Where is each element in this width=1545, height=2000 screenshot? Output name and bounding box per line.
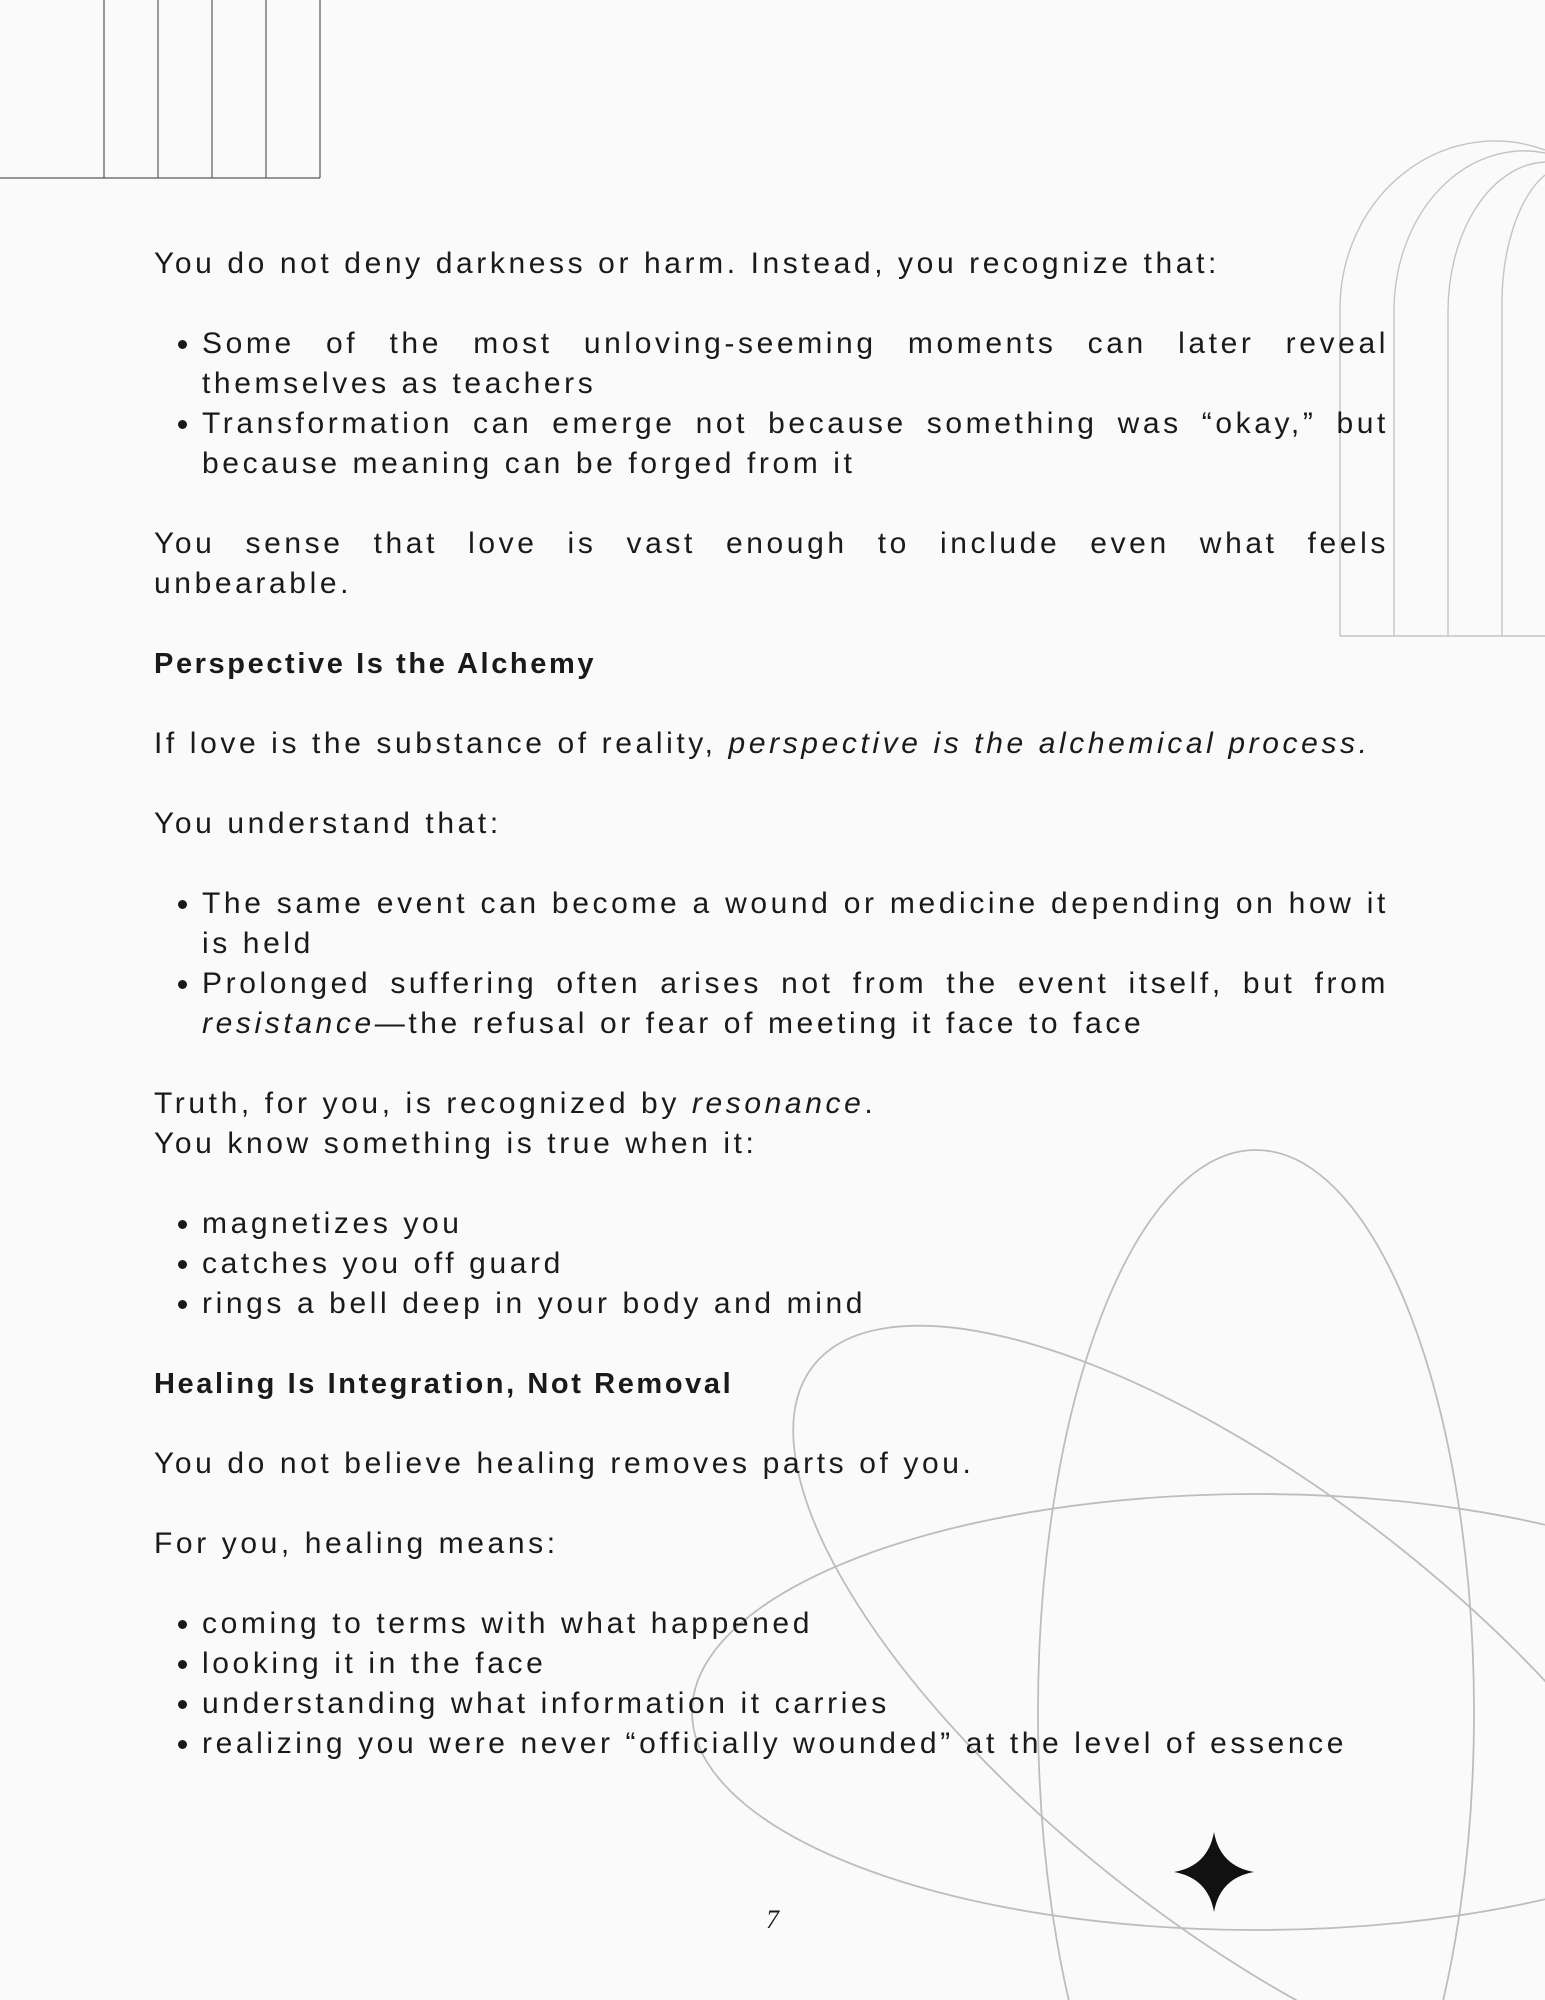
truth-signs-list: [154, 1204, 1389, 1324]
text-span: .: [864, 1087, 877, 1120]
emphasis-text: resistance: [202, 1007, 375, 1040]
page-number: 7: [766, 1905, 779, 1934]
list-item: • understanding what information it carries: [202, 1684, 1389, 1724]
emphasis-text: perspective is the alchemical process.: [728, 727, 1371, 760]
heading-perspective: Perspective Is the Alchemy: [154, 648, 597, 680]
list-item: • Some of the most unloving-seeming moments can later reveal themselves as teachers: [202, 324, 1389, 404]
section3-lead: For you, healing means:: [154, 1527, 559, 1560]
text-span: Truth, for you, is recognized by: [154, 1087, 692, 1120]
list-item: [202, 964, 1389, 1044]
section1-closing: You sense that love is vast enough to include even what feels unbearable.: [154, 527, 1389, 600]
star-icon: [1174, 1832, 1254, 1912]
list-item: • coming to terms with what happened: [202, 1604, 1389, 1644]
section1-intro: You do not deny darkness or harm. Instead, you recognize that:: [154, 247, 1220, 280]
know-line: You know something is true when it:: [154, 1127, 758, 1160]
healing-list: [154, 1604, 1389, 1764]
page-content: [154, 244, 1389, 1804]
text-span: Prolonged suffering often arises not from the event itself, but from: [202, 967, 1389, 1000]
section2-lead: You understand that:: [154, 807, 502, 840]
list-item: • rings a bell deep in your body and mind: [202, 1284, 1389, 1324]
list-item: • The same event can become a wound or medicine depending on how it is held: [202, 884, 1389, 964]
list-item: • realizing you were never “officially wounded” at the level of essence: [202, 1724, 1389, 1764]
list-item: • Transformation can emerge not because something was “okay,” but because meaning can be forged from it: [202, 404, 1389, 484]
truth-line: [154, 1084, 1389, 1124]
list-item: • magnetizes you: [202, 1204, 1389, 1244]
section2-paragraph: [154, 724, 1389, 764]
list-item: • catches you off guard: [202, 1244, 1389, 1284]
section1-bullet-list: [154, 324, 1389, 484]
heading-healing: Healing Is Integration, Not Removal: [154, 1368, 734, 1400]
text-span: If love is the substance of reality,: [154, 727, 729, 760]
list-item: • looking it in the face: [202, 1644, 1389, 1684]
section3-belief: You do not believe healing removes parts of you.: [154, 1447, 975, 1480]
text-span: —the refusal or fear of meeting it face to face: [374, 1007, 1145, 1040]
vertical-lines-ornament: [0, 0, 320, 178]
section2-bullet-list: [154, 884, 1389, 1044]
emphasis-text: resonance: [691, 1087, 865, 1120]
